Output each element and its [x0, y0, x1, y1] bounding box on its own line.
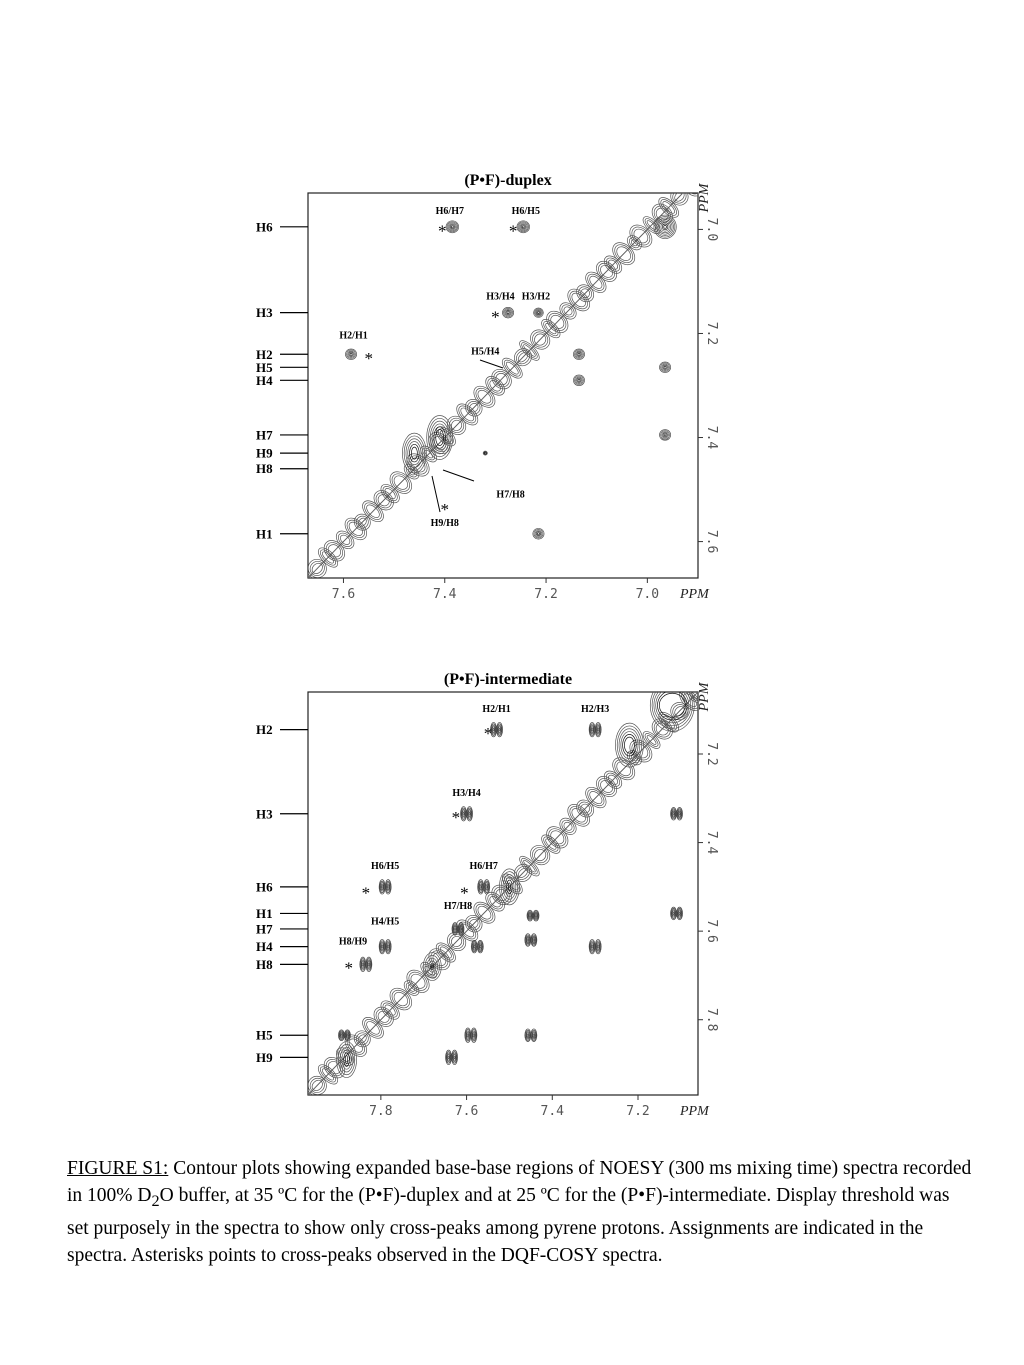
- peak-contour: [536, 311, 540, 315]
- peak-contour: [506, 311, 510, 315]
- caption-label: FIGURE S1:: [67, 1158, 169, 1179]
- peak-contour: [474, 945, 475, 948]
- peak-contour: [454, 1056, 455, 1059]
- peak-contour: [484, 452, 486, 454]
- cross-peak: [345, 349, 356, 360]
- cross-peak: [525, 934, 537, 947]
- cross-peak: [671, 907, 683, 920]
- cross-peak: [527, 910, 539, 921]
- row-label: H8: [256, 956, 273, 972]
- peak-contour: [502, 307, 513, 318]
- diagonal-blob: [406, 439, 423, 468]
- peak-contour: [659, 362, 670, 373]
- row-label: H2: [256, 346, 273, 362]
- peak-contour: [362, 963, 363, 966]
- peak-contour: [598, 728, 599, 731]
- contour-plot-1: [256, 166, 719, 602]
- peak-contour: [535, 915, 536, 917]
- y-tick-label: 7.0: [704, 217, 719, 242]
- row-label: H1: [256, 905, 273, 921]
- y-tick-label: 7.6: [704, 919, 719, 943]
- peak-contour: [673, 912, 674, 915]
- caption-subscript: 2: [151, 1191, 160, 1210]
- peak-contour: [467, 1034, 468, 1037]
- peak-contour: [537, 533, 539, 535]
- peak-contour: [518, 222, 529, 232]
- peak-label: H6/H5: [511, 205, 540, 217]
- peak-contour: [679, 912, 680, 915]
- peak-contour: [388, 885, 389, 888]
- y-axis-label: PPM: [697, 682, 712, 712]
- cross-peak: [452, 923, 464, 936]
- peak-contour: [473, 1034, 474, 1037]
- peak-label: H3/H4: [452, 788, 481, 800]
- y-tick-label: 7.8: [704, 1007, 719, 1032]
- peak-contour: [536, 532, 540, 536]
- peak-contour: [578, 379, 580, 381]
- peak-contour: [573, 349, 584, 360]
- cross-peak: [589, 939, 601, 953]
- cross-peak: [502, 307, 513, 318]
- row-label: H6: [256, 879, 273, 895]
- cross-peak: [446, 1050, 458, 1064]
- contour-layer: [294, 166, 709, 592]
- cross-peak: [517, 221, 530, 233]
- asterisk-marker: *: [364, 348, 374, 368]
- caption-text-2: O buffer, at 35 ºC for the (P•F)-duplex and at 25 ºC for the (P•F)-intermediate. Display threshold was set purposely in the spectra to show only cross-peaks among pyrene protons. Assignments are indicated in the spectra. Asterisks points to cross-peaks observed in the DQF-COSY spectra.: [67, 1185, 950, 1266]
- peak-contour: [382, 945, 383, 948]
- label-leader-h5h4: [480, 360, 503, 368]
- asterisk-marker: *: [483, 723, 493, 743]
- cross-peak: [360, 957, 372, 971]
- peak-label: H2/H3: [580, 703, 610, 715]
- peak-contour: [454, 928, 455, 931]
- x-tick-label: 7.8: [369, 1104, 393, 1119]
- peak-contour: [527, 1034, 528, 1037]
- cross-peak: [659, 430, 670, 441]
- peak-contour: [522, 226, 524, 228]
- y-tick-label: 7.4: [704, 425, 719, 450]
- row-label: H9: [256, 1049, 273, 1065]
- contour-layer: [294, 679, 709, 1109]
- y-tick-label: 7.4: [704, 830, 719, 855]
- cross-peak: [465, 1028, 477, 1042]
- cross-peak: [379, 880, 391, 894]
- peak-contour: [469, 812, 470, 815]
- peak-label: H6/H7: [469, 861, 498, 873]
- cross-peak: [573, 349, 584, 360]
- peak-contour: [451, 226, 453, 228]
- cross-peak: [338, 1030, 350, 1041]
- peak-contour: [480, 885, 481, 888]
- asterisk-marker: *: [460, 883, 469, 903]
- asterisk-marker: *: [437, 221, 447, 241]
- x-tick-label: 7.6: [331, 587, 356, 602]
- peak-label: H8/H9: [338, 936, 368, 948]
- peak-contour: [537, 312, 539, 314]
- diagonal-blob: [411, 447, 417, 459]
- peak-contour: [527, 939, 528, 942]
- row-label: H7: [256, 427, 273, 443]
- peak-contour: [598, 945, 599, 948]
- contour-plot-2: [256, 671, 719, 1119]
- peak-contour: [662, 224, 668, 230]
- peak-contour: [577, 378, 581, 382]
- x-tick-label: 7.2: [626, 1104, 650, 1119]
- peak-contour: [592, 945, 593, 948]
- peak-contour: [388, 945, 389, 948]
- peak-contour: [573, 375, 584, 386]
- plot-title: (P•F)-duplex: [464, 172, 552, 189]
- peak-contour: [664, 434, 666, 436]
- label-leader-h9h8: [432, 476, 440, 512]
- cross-peak: [589, 722, 601, 736]
- cross-peak: [525, 1029, 537, 1042]
- cross-peak: [491, 722, 503, 736]
- peak-contour: [679, 813, 680, 816]
- peak-label: H5/H4: [471, 346, 500, 358]
- x-tick-label: 7.2: [534, 587, 558, 602]
- peak-contour: [450, 225, 454, 229]
- peak-contour: [659, 430, 670, 441]
- row-label: H2: [256, 722, 273, 738]
- y-tick-label: 7.2: [704, 321, 719, 346]
- peak-contour: [673, 813, 674, 816]
- row-label: H8: [256, 461, 273, 477]
- x-tick-label: 7.0: [635, 587, 660, 602]
- peak-contour: [521, 225, 525, 229]
- peak-contour: [480, 945, 481, 948]
- cross-peak: [533, 528, 544, 539]
- plot-title: (P•F)-intermediate: [443, 671, 573, 688]
- cross-peak: [461, 807, 473, 821]
- peak-contour: [349, 352, 353, 356]
- x-tick-label: 7.4: [433, 587, 457, 602]
- peak-contour: [499, 728, 500, 731]
- cross-peak: [446, 221, 459, 233]
- cross-peak: [483, 451, 487, 455]
- x-axis-label: PPM: [680, 1104, 709, 1119]
- row-label: H3: [256, 305, 273, 321]
- peak-contour: [533, 939, 534, 942]
- cross-peak: [659, 362, 670, 373]
- peak-label: H3/H4: [486, 291, 515, 303]
- peak-label: H7/H8: [496, 489, 525, 501]
- asterisk-marker: *: [451, 808, 461, 827]
- peak-contour: [663, 365, 667, 369]
- row-label: H1: [256, 526, 273, 542]
- diagonal-blob: [346, 1056, 348, 1064]
- row-label: H5: [256, 359, 273, 375]
- caption-text: Contour plots showing expanded base-base regions of NOESY (300 ms mixing time) spectra recorded in 100% D: [67, 1158, 972, 1206]
- peak-contour: [350, 353, 352, 355]
- asterisk-marker: *: [508, 221, 518, 241]
- peak-label: H3/H2: [521, 291, 551, 303]
- cross-peak: [671, 807, 683, 820]
- peak-contour: [664, 366, 666, 368]
- peak-contour: [658, 219, 672, 234]
- peak-contour: [463, 812, 464, 815]
- peak-contour: [486, 885, 487, 888]
- peak-contour: [592, 728, 593, 731]
- peak-contour: [529, 915, 530, 917]
- cross-peak: [471, 940, 483, 953]
- peak-contour: [448, 1056, 449, 1059]
- peak-contour: [447, 222, 458, 232]
- peak-contour: [663, 433, 667, 437]
- cross-peak: [379, 939, 391, 953]
- figure-caption: [67, 1155, 972, 1269]
- label-leader-h7h8: [443, 470, 474, 481]
- row-label: H4: [256, 939, 273, 955]
- peak-label: H7/H8: [443, 901, 473, 912]
- peak-label: H4/H5: [370, 916, 400, 928]
- peak-label: H6/H7: [435, 205, 464, 217]
- row-label: H7: [256, 921, 273, 937]
- x-axis-label: PPM: [680, 587, 709, 602]
- peak-contour: [347, 1034, 348, 1036]
- peak-contour: [507, 312, 509, 314]
- asterisk-marker: *: [440, 499, 450, 519]
- peak-contour: [578, 353, 580, 355]
- y-tick-label: 7.2: [704, 742, 719, 766]
- peak-label: H2/H1: [339, 330, 368, 342]
- peak-contour: [368, 963, 369, 966]
- cross-peak: [573, 375, 584, 386]
- row-label: H4: [256, 372, 273, 388]
- peak-label: H9/H8: [430, 517, 459, 529]
- diagonal-blob: [659, 693, 685, 717]
- y-axis-label: PPM: [697, 183, 712, 213]
- x-tick-label: 7.4: [540, 1104, 565, 1119]
- asterisk-marker: *: [491, 307, 500, 327]
- peak-contour: [341, 1034, 342, 1036]
- y-tick-label: 7.6: [704, 529, 719, 554]
- peak-contour: [345, 349, 356, 360]
- cross-peak: [478, 880, 490, 894]
- peak-label: H6/H5: [370, 861, 400, 873]
- row-label: H6: [256, 219, 273, 235]
- peak-contour: [577, 352, 581, 356]
- peak-contour: [534, 308, 544, 317]
- peak-contour: [664, 225, 667, 228]
- peak-contour: [533, 1034, 534, 1037]
- diagonal-blob: [624, 737, 634, 753]
- cross-peak: [534, 308, 544, 317]
- peak-contour: [382, 885, 383, 888]
- row-label: H5: [256, 1027, 273, 1043]
- peak-label: H2/H1: [482, 703, 511, 715]
- asterisk-marker: *: [361, 883, 371, 903]
- peak-contour: [493, 728, 494, 731]
- asterisk-marker: *: [344, 958, 353, 978]
- row-label: H3: [256, 806, 273, 822]
- row-label: H9: [256, 445, 273, 461]
- x-tick-label: 7.6: [454, 1104, 479, 1119]
- peak-contour: [533, 528, 544, 539]
